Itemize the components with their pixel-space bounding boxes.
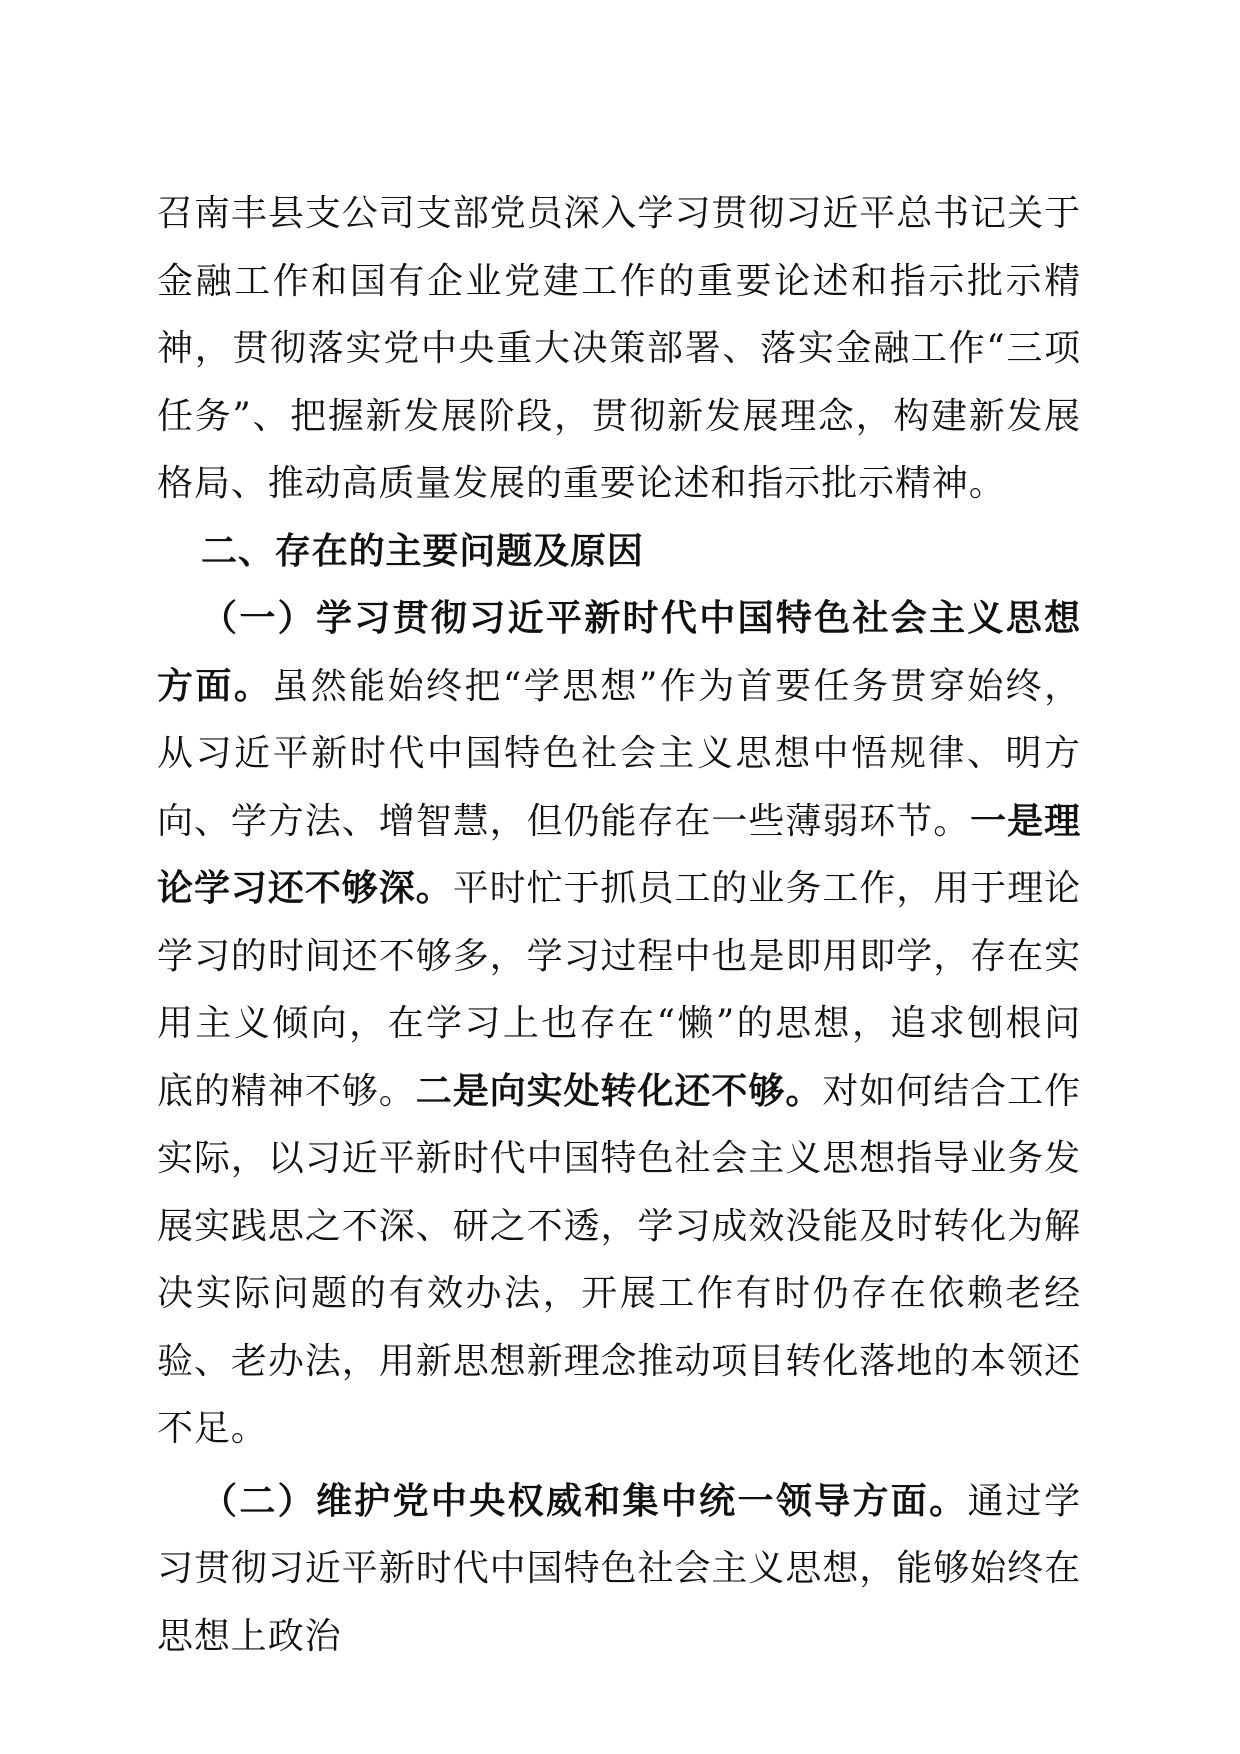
sub1-title: （一）学习贯彻习近平新时代中国特色社会主义思想方面。 [157,598,1081,707]
paragraph-intro [157,180,1081,518]
section-heading: 二、存在的主要问题及原因 [201,530,644,572]
sub2-title: （二）维护党中央权威和集中统一领导方面。 [201,1480,968,1522]
sub1-point1-title: 一是理论学习还不够深。 [157,800,1081,909]
sub2-text: 通过学习贯彻习近平新时代中国特色社会主义思想，能够始终在思想上政治 [157,1480,1081,1657]
sub1-text-a: 虽然能始终把“学思想”作为首要任务贯穿始终，从习近平新时代中国特色社会主义思想中悟规律、明方向、学方法、增智慧，但仍能存在一些薄弱环节。 [157,665,1082,842]
document-page [157,180,1081,1670]
sub1-point2-text: 对如何结合工作实际，以习近平新时代中国特色社会主义思想指导业务发展实践思之不深、研之不透，学习成效没能及时转化为解决实际问题的有效办法，开展工作有时仍存在依赖老经验、老办法，用新思想新理念推动项目转化落地的本领还不足。 [157,1070,1081,1449]
paragraph-sub2 [157,1468,1081,1671]
paragraph-sub1 [157,585,1081,1463]
sub1-point2-title: 二是向实处转化还不够。 [415,1070,823,1112]
sub1-point1-text: 平时忙于抓员工的业务工作，用于理论学习的时间还不够多，学习过程中也是即用即学，存在实用主义倾向，在学习上也存在“懒”的思想，追求刨根问底的精神不够。 [157,868,1081,1112]
paragraph-intro-text: 召南丰县支公司支部党员深入学习贯彻习近平总书记关于金融工作和国有企业党建工作的重要论述和指示批示精神，贯彻落实党中央重大决策部署、落实金融工作“三项任务”、把握新发展阶段，贯彻新发展理念，构建新发展格局、推动高质量发展的重要论述和指示批示精神。 [157,193,1081,504]
